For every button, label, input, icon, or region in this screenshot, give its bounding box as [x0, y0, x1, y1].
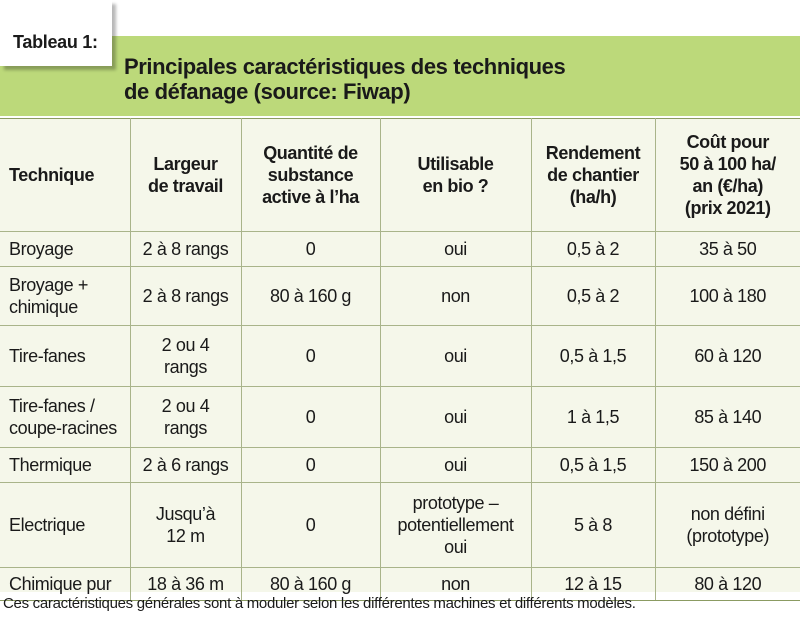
table-cell: [380, 448, 531, 483]
table-container: [0, 118, 800, 592]
cell-line: (prototype): [686, 526, 770, 546]
cell-line: Tire-fanes /: [9, 396, 95, 416]
table-title-line: Principales caractéristiques des techniques: [124, 54, 566, 79]
header-line: de travail: [147, 176, 224, 196]
cell-line: oui: [444, 346, 467, 366]
cell-line: oui: [444, 239, 467, 259]
cell-line: Broyage: [9, 239, 74, 259]
table-row: [0, 483, 800, 568]
table-cell: [531, 483, 655, 568]
table-row: [0, 387, 800, 448]
cell-line: 12 m: [166, 526, 205, 546]
header-line: an (€/ha): [692, 176, 763, 196]
table-cell: [0, 326, 130, 387]
header-line: Technique: [9, 165, 95, 185]
cell-line: non défini: [690, 504, 765, 524]
table-label: Tableau 1:: [13, 32, 98, 52]
table-cell: [0, 267, 130, 326]
cell-line: Thermique: [9, 455, 92, 475]
cell-line: 0,5 à 1,5: [559, 346, 627, 366]
cell-line: 0: [305, 515, 316, 535]
cell-line: non: [441, 574, 470, 594]
table-row: [0, 267, 800, 326]
table-cell: [655, 483, 800, 568]
table-cell: [241, 267, 380, 326]
header-utilisable: [380, 119, 531, 232]
cell-line: non: [441, 286, 470, 306]
table-cell: [130, 232, 241, 267]
cell-line: 150 à 200: [689, 455, 766, 475]
header-cout: [655, 119, 800, 232]
cell-line: Jusqu’à: [155, 504, 216, 524]
table-footnote: Ces caractéristiques générales sont à moduler selon les différentes machines et différents modèles.: [3, 595, 636, 612]
cell-line: 85 à 140: [694, 407, 762, 427]
cell-line: 80 à 160 g: [269, 286, 352, 306]
header-technique: [0, 119, 130, 232]
cell-line: Tire-fanes: [9, 346, 86, 366]
table-cell: [655, 448, 800, 483]
header-line: (ha/h): [569, 187, 617, 207]
header-line: Rendement: [545, 143, 641, 163]
table-cell: [531, 232, 655, 267]
table-cell: [655, 568, 800, 601]
table-cell: [531, 326, 655, 387]
cell-line: oui: [444, 407, 467, 427]
header-row: [0, 119, 800, 232]
cell-line: coupe-racines: [9, 418, 117, 438]
table-cell: [380, 483, 531, 568]
table-cell: [380, 326, 531, 387]
header-line: Utilisable: [417, 154, 494, 174]
cell-line: rangs: [163, 418, 208, 438]
table-cell: [531, 387, 655, 448]
table-cell: [241, 232, 380, 267]
cell-line: 18 à 36 m: [147, 574, 224, 594]
header-rendement: [531, 119, 655, 232]
table-cell: [130, 326, 241, 387]
table-cell: [241, 448, 380, 483]
cell-line: chimique: [9, 297, 78, 317]
cell-line: prototype –: [412, 493, 499, 513]
cell-line: 0,5 à 1,5: [559, 455, 627, 475]
table-row: [0, 448, 800, 483]
cell-line: 60 à 120: [694, 346, 762, 366]
cell-line: 0: [305, 407, 316, 427]
table-label-tab: [0, 0, 112, 66]
table-cell: [655, 267, 800, 326]
table-cell: [655, 326, 800, 387]
table-cell: [531, 448, 655, 483]
table-cell: [655, 387, 800, 448]
table-cell: [655, 232, 800, 267]
header-line: de chantier: [547, 165, 639, 185]
cell-line: 100 à 180: [689, 286, 766, 306]
cell-line: 0: [305, 455, 316, 475]
header-line: substance: [267, 165, 354, 185]
cell-line: 80 à 160 g: [269, 574, 352, 594]
cell-line: 2 à 8 rangs: [142, 239, 229, 259]
cell-line: 1 à 1,5: [566, 407, 620, 427]
table-cell: [380, 387, 531, 448]
cell-line: 35 à 50: [699, 239, 757, 259]
header-line: (prix 2021): [684, 198, 771, 218]
cell-line: oui: [444, 455, 467, 475]
table-cell: [130, 387, 241, 448]
table-cell: [241, 483, 380, 568]
table-cell: [241, 387, 380, 448]
table-cell: [531, 267, 655, 326]
cell-line: 12 à 15: [564, 574, 622, 594]
header-line: Coût pour: [686, 132, 769, 152]
cell-line: 2 ou 4: [161, 396, 210, 416]
header-quantite: [241, 119, 380, 232]
table-row: [0, 232, 800, 267]
cell-line: Broyage +: [9, 275, 88, 295]
cell-line: Chimique pur: [9, 574, 112, 594]
cell-line: oui: [444, 537, 467, 557]
header-line: active à l’ha: [262, 187, 359, 207]
header-line: 50 à 100 ha/: [679, 154, 776, 174]
table-cell: [130, 483, 241, 568]
table-title-line: de défanage (source: Fiwap): [124, 79, 411, 104]
cell-line: 2 à 8 rangs: [142, 286, 229, 306]
cell-line: 2 ou 4: [161, 335, 210, 355]
cell-line: 5 à 8: [573, 515, 613, 535]
cell-line: 0,5 à 2: [566, 239, 620, 259]
cell-line: potentiellement: [397, 515, 514, 535]
table-body: [0, 232, 800, 601]
table-cell: [0, 387, 130, 448]
header-line: Quantité de: [263, 143, 358, 163]
table-cell: [380, 267, 531, 326]
table-cell: [380, 232, 531, 267]
table-cell: [130, 267, 241, 326]
cell-line: 0: [305, 346, 316, 366]
cell-line: 0: [305, 239, 316, 259]
cell-line: rangs: [163, 357, 208, 377]
header-largeur: [130, 119, 241, 232]
table-cell: [241, 326, 380, 387]
cell-line: 80 à 120: [694, 574, 762, 594]
cell-line: 0,5 à 2: [566, 286, 620, 306]
table-cell: [0, 448, 130, 483]
header-line: Largeur: [153, 154, 218, 174]
characteristics-table: [0, 118, 800, 601]
table-row: [0, 326, 800, 387]
table-title: [124, 54, 784, 104]
cell-line: Electrique: [9, 515, 86, 535]
cell-line: 2 à 6 rangs: [142, 455, 229, 475]
header-line: en bio ?: [422, 176, 489, 196]
table-cell: [0, 483, 130, 568]
table-cell: [130, 448, 241, 483]
table-cell: [0, 232, 130, 267]
